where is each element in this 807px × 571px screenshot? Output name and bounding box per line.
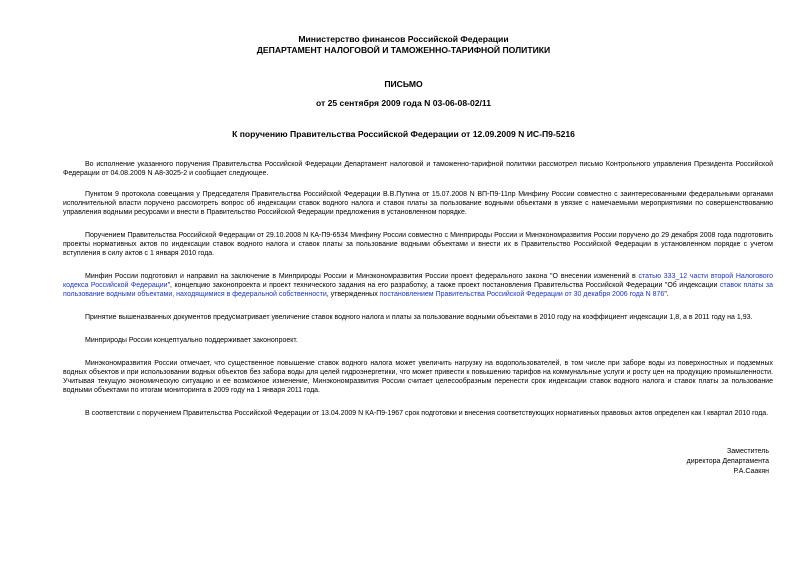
paragraph-4-text-1: Минфин России подготовил и направил на заключение в Минприроды России и Минэкономразвития России проект федерального закона "О внесении изменений в (85, 273, 639, 280)
document-date: от 25 сентября 2009 года N 03-06-08-02/11 (315, 98, 491, 108)
paragraph-5: Принятие вышеназванных документов предусматривает увеличение ставок водного налога и платы за пользование водными объектами в 2010 году на коэффициент индексации 1,8, а в 2011 году на 1,93. (85, 314, 753, 321)
signer-name: Р.А.Саакян (733, 468, 769, 475)
document-type: ПИСЬМО (384, 79, 423, 89)
tax-code-article-link[interactable]: статью 333_12 части второй Налогового кодекса Российской Федерации (63, 273, 773, 289)
paragraph-4-text-4: ". (664, 291, 669, 298)
signature-block (687, 447, 769, 477)
paragraph-4-text-3: , утвержденных (326, 291, 380, 298)
signer-title-1: Заместитель (727, 448, 769, 455)
ministry-title: Министерство финансов Российской Федерации (298, 34, 509, 44)
signer-title-2: директора Департамента (686, 458, 769, 465)
water-fee-rates-link[interactable]: ставок платы за пользование водными объектами, находящимися в федеральной собственности (63, 282, 773, 298)
department-title: ДЕПАРТАМЕНТ НАЛОГОВОЙ И ТАМОЖЕННО-ТАРИФНОЙ ПОЛИТИКИ (256, 45, 551, 55)
government-resolution-link[interactable]: постановлением Правительства Российской Федерации от 30 декабря 2006 года N 876 (379, 291, 665, 298)
paragraph-8: В соответствии с поручением Правительства Российской Федерации от 13.04.2009 N КА-П9-1967 срок подготовки и внесения соответствующих нормативных правовых актов определен как I квартал 2010 года. (85, 410, 769, 417)
paragraph-7: Минэкономразвития России отмечает, что существенное повышение ставок водного налога может увеличить нагрузку на водопользователей, в том числе при заборе воды из поверхностных и подземных водных объектов и при использовании водных объектов без забора воды для целей гидроэнергетики, что может привести к повышению тарифов на коммунальные услуги и росту цен на продукцию промышленности. Учитывая текущую экономическую ситуацию и ее возможное изменение, Минэкономразвития России считает целесообразным перенести срок индексации ставок водного налога и ставок платы за пользование водными объектами по итогам мониторинга в 2009 году на 1 января 2011 года. (63, 360, 773, 394)
letter-body (63, 160, 773, 432)
paragraph-4-text-2: ", концепцию законопроекта и проект технического задания на его разработку, а также проект постановления Правительства Российской Федерации "Об индексации (167, 282, 720, 289)
paragraph-3: Поручением Правительства Российской Федерации от 29.10.2008 N КА-П9-6534 Минфину России совместно с Минприроды России и Минэкономразвития России поручено до 29 декабря 2008 года подготовить проекты нормативных актов по индексации ставок водного налога и ставок платы за пользование водными объектами и внести их в Правительство Российской Федерации в установленном порядке с учетом вступления в силу актов с 1 января 2010 года. (63, 232, 773, 257)
paragraph-1: Во исполнение указанного поручения Правительства Российской Федерации Департамент налоговой и таможенно-тарифной политики рассмотрел письмо Контрольного управления Президента Российской Федерации от 04.08.2009 N А8-3025-2 и сообщает следующее. (63, 161, 773, 177)
document-subject: К поручению Правительства Российской Федерации от 12.09.2009 N ИС-П9-5216 (232, 129, 575, 139)
paragraph-4 (63, 272, 773, 299)
paragraph-6: Минприроды России концептуально поддерживает законопроект. (85, 337, 298, 344)
paragraph-2: Пунктом 9 протокола совещания у Председателя Правительства Российской Федерации В.В.Путина от 15.07.2008 N ВП-П9-11пр Минфину России совместно с заинтересованными федеральными органами исполнительной власти поручено рассмотреть вопрос об индексации ставок водного налога и ставок платы за пользование водными объектами в увязке с намечаемыми мероприятиями по совершенствованию управления водными ресурсами и внести в Правительство Российской Федерации предложения в установленном порядке. (63, 191, 773, 216)
